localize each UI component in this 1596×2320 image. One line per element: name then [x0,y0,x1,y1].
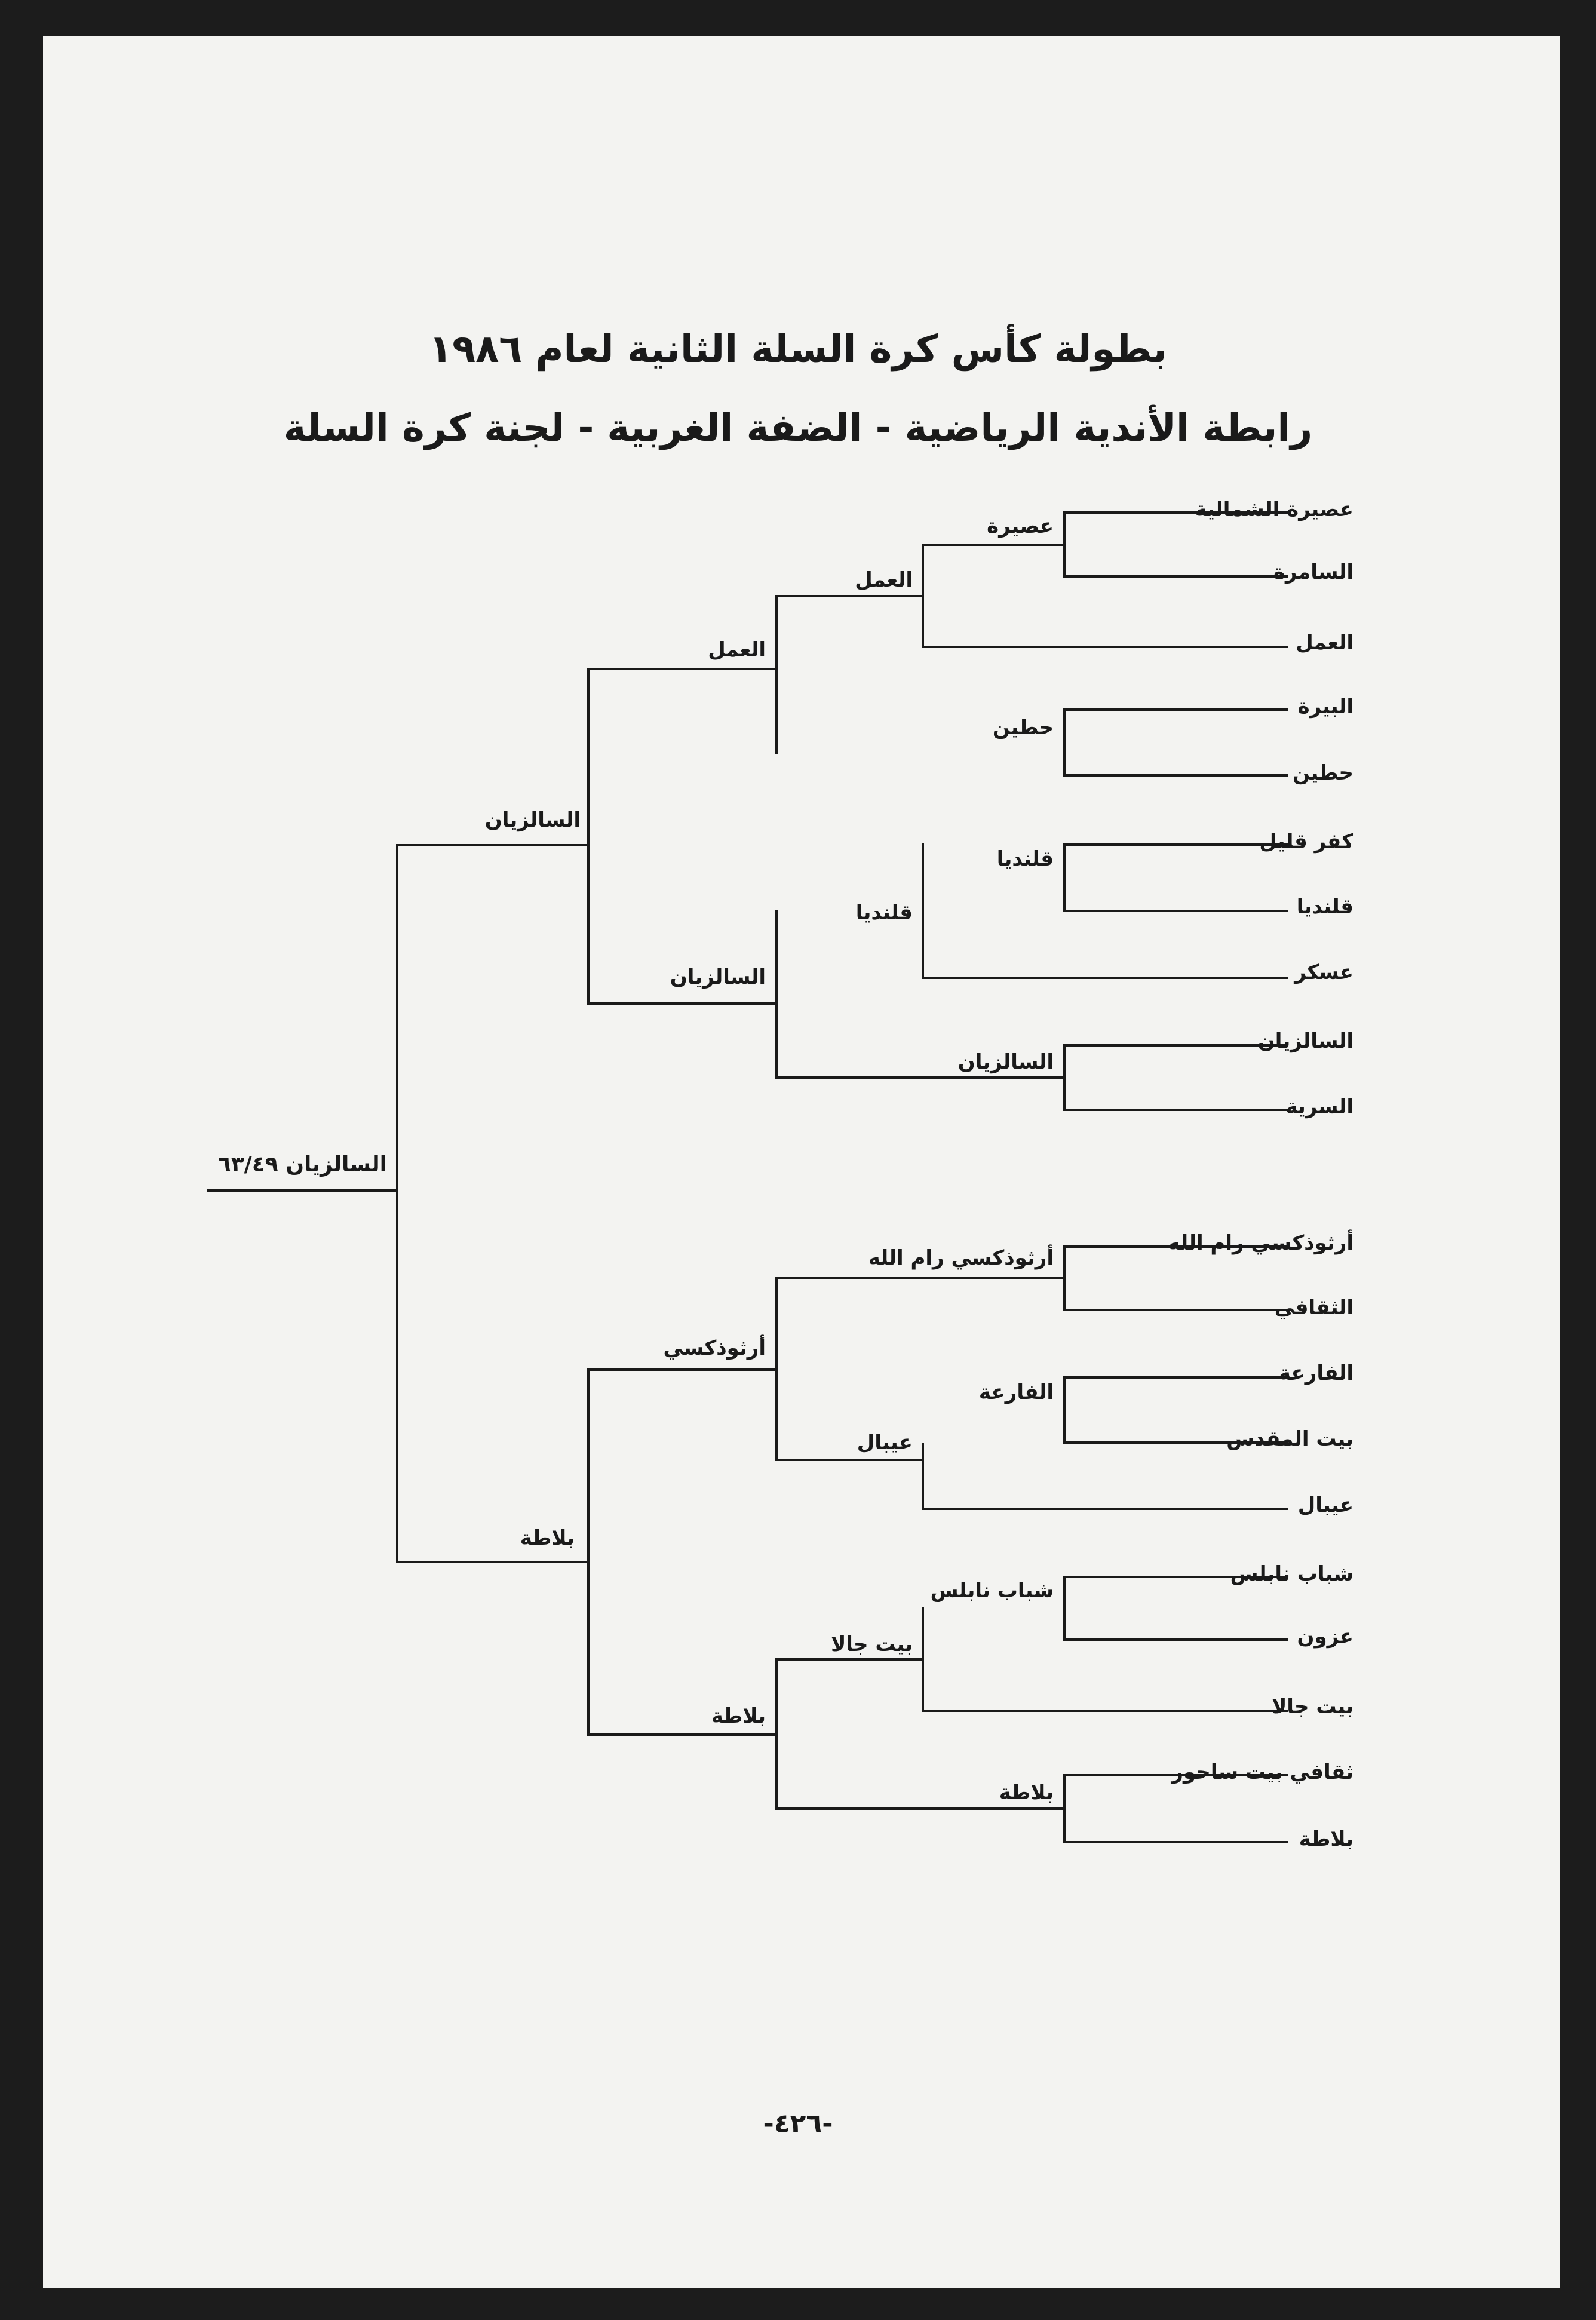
r1-line-7 [1064,1577,1287,1640]
team-label: السامرة [1273,560,1353,584]
champion-label: السالزيان ٦٣/٤٩ [217,1152,387,1177]
team-label: أرثوذكسي رام الله [1168,1231,1353,1255]
round2-winner-label: قلنديا [855,901,913,925]
r1-line-5 [1064,1247,1287,1310]
r1-line-3 [1064,845,1287,911]
semifinal-winner-label: السالزيان [484,808,581,832]
round1-winner-label: الفارعة [978,1380,1054,1404]
team-label: الثقافي [1274,1296,1353,1319]
round1-winner-label: السالزيان [957,1050,1054,1074]
round1-winner-label: حطين [992,716,1054,739]
team-label: كفر قليل [1259,830,1353,854]
team-label: ثقافي بيت ساحور [1171,1760,1353,1784]
round1-winner-label: بلاطة [999,1781,1054,1805]
document-title: بطولة كأس كرة السلة الثانية لعام ١٩٨٦ [429,327,1167,372]
r2-line-1 [923,545,1287,647]
round2-winner-label: العمل [855,568,913,592]
round1-winner-label: شباب نابلس [930,1579,1054,1603]
team-label: عصيرة الشمالية [1195,498,1353,521]
round1-winner-label: قلنديا [996,847,1054,871]
quarterfinal-winner-label: بلاطة [711,1704,766,1728]
quarterfinal-winner-label: السالزيان [670,965,766,989]
team-label: بيت المقدس [1226,1427,1353,1451]
quarterfinal-winner-label: أرثوذكسي [663,1336,766,1360]
team-label: شباب نابلس [1230,1562,1353,1586]
r1-line-1 [1064,513,1287,576]
team-label: بلاطة [1299,1827,1353,1851]
team-label: عيبال [1297,1493,1353,1517]
round2-winner-label: بيت جالا [830,1632,913,1656]
team-label: قلنديا [1296,895,1353,919]
team-label: العمل [1296,631,1353,655]
round2-winner-label: عيبال [857,1431,913,1454]
team-label: عزون [1297,1625,1353,1649]
r1-line-2 [1064,710,1287,775]
team-label: عسكر [1294,960,1353,984]
round1-winner-label: أرثوذكسي رام الله [868,1246,1054,1270]
r1-line-8 [1064,1775,1287,1842]
team-label: السالزيان [1257,1029,1353,1053]
team-label: الفارعة [1278,1361,1353,1385]
page-number: -٤٢٦- [763,2109,833,2139]
quarterfinal-winner-label: العمل [708,638,766,662]
team-label: بيت جالا [1271,1695,1353,1718]
r2-line-3 [923,1444,1287,1509]
round1-winner-label: عصيرة [987,514,1054,538]
r2-line-4 [923,1609,1287,1711]
semifinal-winner-label: بلاطة [520,1526,575,1550]
team-label: السرية [1285,1095,1353,1119]
team-label: حطين [1292,761,1353,785]
document-subtitle: رابطة الأندية الرياضية - الضفة الغربية - لجنة كرة السلة [283,406,1313,450]
team-label: البيرة [1297,695,1353,719]
r1-line-4 [1064,1045,1287,1110]
